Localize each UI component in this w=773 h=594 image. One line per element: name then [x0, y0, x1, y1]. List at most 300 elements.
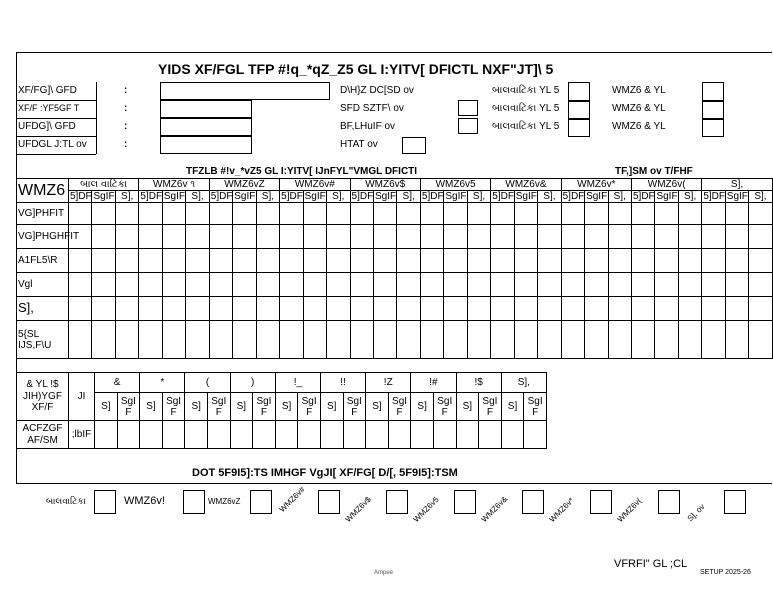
- row-label: ACFZGF AF/SM: [17, 421, 69, 449]
- grid-cell[interactable]: [631, 203, 654, 225]
- sub-header: SgI F: [433, 393, 456, 421]
- grid-cell[interactable]: [280, 249, 303, 273]
- grid-cell[interactable]: [327, 249, 350, 273]
- grid-cell[interactable]: [725, 297, 748, 321]
- sub-header: S]: [275, 393, 298, 421]
- grid-cell[interactable]: [303, 297, 326, 321]
- sub-header: SgI F: [343, 393, 366, 421]
- grid-cell[interactable]: [373, 203, 396, 225]
- grid-cell[interactable]: [655, 297, 678, 321]
- grid-cell[interactable]: [186, 273, 209, 297]
- grid-cell[interactable]: [209, 297, 232, 321]
- grid-cell[interactable]: [725, 225, 748, 249]
- section-header-right: TF,]SM ov T/FHF: [615, 166, 693, 177]
- grid-cell[interactable]: [280, 203, 303, 225]
- sub-header: SgI F: [207, 393, 230, 421]
- grid-cell[interactable]: [350, 273, 373, 297]
- grid-cell[interactable]: [373, 273, 396, 297]
- table-cell[interactable]: [320, 421, 343, 449]
- grid-cell[interactable]: [678, 273, 701, 297]
- grid-cell[interactable]: [514, 249, 537, 273]
- grid-cell[interactable]: [678, 297, 701, 321]
- grid-cell[interactable]: [725, 273, 748, 297]
- grid-cell[interactable]: [467, 273, 490, 297]
- grid-cell[interactable]: [749, 297, 772, 321]
- grid-cell[interactable]: [139, 249, 162, 273]
- class-group-header: !_: [275, 373, 320, 393]
- grade-header-label: WMZ6: [17, 179, 69, 203]
- grid-cell[interactable]: [561, 321, 584, 359]
- grid-cell[interactable]: [327, 225, 350, 249]
- sub-header: S],: [256, 191, 279, 203]
- grid-cell[interactable]: [514, 321, 537, 359]
- grid-cell[interactable]: [209, 273, 232, 297]
- sub-header: SgI F: [253, 393, 276, 421]
- grid-cell[interactable]: [655, 321, 678, 359]
- table-cell[interactable]: [95, 421, 118, 449]
- grid-cell[interactable]: [256, 273, 279, 297]
- grid-cell[interactable]: [561, 225, 584, 249]
- sub-header: S]: [185, 393, 208, 421]
- grid-cell[interactable]: [350, 225, 373, 249]
- sub-header: SgIF: [93, 191, 115, 202]
- footer-checkbox[interactable]: [183, 490, 205, 514]
- sub-header: 5]DF: [210, 191, 233, 202]
- grid-cell[interactable]: [92, 321, 115, 359]
- grid-cell[interactable]: [467, 249, 490, 273]
- class-group-header: S],: [501, 373, 546, 393]
- sub-header: SgI F: [117, 393, 140, 421]
- grid-cell[interactable]: [233, 249, 256, 273]
- grid-cell[interactable]: [538, 321, 561, 359]
- right-checkbox[interactable]: [702, 101, 724, 119]
- footer-checkbox[interactable]: [386, 490, 408, 514]
- row-label: 5{SL IJS,F\U: [17, 321, 69, 359]
- sub-header: 5]DF: [703, 191, 726, 202]
- grid-cell[interactable]: [444, 225, 467, 249]
- grid-cell[interactable]: [538, 203, 561, 225]
- grid-cell[interactable]: [655, 225, 678, 249]
- grid-cell[interactable]: [538, 249, 561, 273]
- grid-cell[interactable]: [702, 203, 725, 225]
- right-checkbox[interactable]: [568, 82, 590, 101]
- sub-header: S],: [608, 191, 631, 203]
- grid-cell[interactable]: [373, 321, 396, 359]
- grid-cell[interactable]: [139, 321, 162, 359]
- grid-cell[interactable]: [608, 273, 631, 297]
- grid-cell[interactable]: [303, 249, 326, 273]
- table-cell[interactable]: [117, 421, 140, 449]
- right-row-label: WMZ6 & YL: [612, 85, 666, 96]
- grid-cell[interactable]: [115, 225, 138, 249]
- sub-header: S]: [320, 393, 343, 421]
- footer-label: WMZ6v5: [411, 495, 441, 524]
- grid-cell[interactable]: [444, 297, 467, 321]
- table-cell[interactable]: [433, 421, 456, 449]
- grid-cell[interactable]: [538, 297, 561, 321]
- grid-cell[interactable]: [514, 203, 537, 225]
- grid-cell[interactable]: [303, 321, 326, 359]
- grid-cell[interactable]: [491, 249, 514, 273]
- grid-cell[interactable]: [631, 249, 654, 273]
- grid-cell[interactable]: [491, 321, 514, 359]
- grid-cell[interactable]: [467, 297, 490, 321]
- grid-cell[interactable]: [233, 321, 256, 359]
- grid-cell[interactable]: [209, 225, 232, 249]
- grid-cell[interactable]: [397, 273, 420, 297]
- table-cell[interactable]: [479, 421, 502, 449]
- field-colon: :: [124, 139, 128, 150]
- grid-cell[interactable]: [491, 273, 514, 297]
- table-cell[interactable]: [366, 421, 389, 449]
- grid-cell[interactable]: [397, 203, 420, 225]
- grid-cell[interactable]: [186, 225, 209, 249]
- enrollment-grid: [16, 178, 773, 359]
- grid-cell[interactable]: [749, 249, 772, 273]
- footer-checkbox[interactable]: [318, 490, 340, 514]
- grid-cell[interactable]: [233, 297, 256, 321]
- grid-cell[interactable]: [139, 225, 162, 249]
- grid-cell[interactable]: [420, 321, 443, 359]
- grid-cell[interactable]: [139, 297, 162, 321]
- sub-header: SgIF: [163, 191, 185, 202]
- grid-cell[interactable]: [561, 273, 584, 297]
- field-colon: :: [124, 103, 128, 114]
- grid-cell[interactable]: [186, 321, 209, 359]
- table-cell[interactable]: [230, 421, 253, 449]
- grid-cell[interactable]: [585, 273, 608, 297]
- grid-cell[interactable]: [655, 249, 678, 273]
- grid-cell[interactable]: [350, 321, 373, 359]
- grid-cell[interactable]: [303, 225, 326, 249]
- grid-cell[interactable]: [162, 249, 185, 273]
- sfd-checkbox[interactable]: [458, 100, 478, 116]
- grid-cell[interactable]: [561, 297, 584, 321]
- grid-cell[interactable]: [585, 203, 608, 225]
- grid-cell[interactable]: [280, 321, 303, 359]
- table-cell[interactable]: [185, 421, 208, 449]
- row-label: S],: [17, 297, 69, 321]
- grid-cell[interactable]: [514, 297, 537, 321]
- sub-header: 5]DF: [70, 191, 92, 202]
- field-label-district: UFDGL J:TL ov: [18, 139, 87, 150]
- grade-group-header: WMZ6v*: [561, 179, 631, 191]
- grid-cell[interactable]: [749, 225, 772, 249]
- grid-cell[interactable]: [749, 321, 772, 359]
- table-cell[interactable]: [207, 421, 230, 449]
- grid-cell[interactable]: [678, 249, 701, 273]
- row-label: A1FL5\R: [17, 249, 69, 273]
- table-cell[interactable]: [343, 421, 366, 449]
- grid-cell[interactable]: [608, 203, 631, 225]
- grid-cell[interactable]: [491, 225, 514, 249]
- grid-cell[interactable]: [538, 273, 561, 297]
- grid-cell[interactable]: [608, 321, 631, 359]
- table-cell[interactable]: [501, 421, 524, 449]
- taluka-input[interactable]: [160, 118, 252, 136]
- sub-header: 5]DF: [492, 191, 514, 202]
- grid-cell[interactable]: [373, 225, 396, 249]
- grid-cell[interactable]: [631, 225, 654, 249]
- grid-cell[interactable]: [749, 203, 772, 225]
- grid-cell[interactable]: [303, 203, 326, 225]
- table-cell[interactable]: [298, 421, 321, 449]
- sub-header: SgI F: [524, 393, 547, 421]
- grid-cell[interactable]: [69, 297, 92, 321]
- grid-cell[interactable]: [162, 225, 185, 249]
- grid-cell[interactable]: [444, 249, 467, 273]
- grid-cell[interactable]: [162, 203, 185, 225]
- page-title: YIDS XF/FGL TFP #!q_*qZ_Z5 GL I:YITV[ DFICTL NXF"JT]\ 5: [158, 61, 554, 77]
- footer-label: WMZ6v#: [277, 485, 307, 514]
- grid-cell[interactable]: [233, 203, 256, 225]
- footer-label: WMZ6v$: [343, 495, 373, 524]
- htat-checkbox[interactable]: [402, 137, 426, 154]
- sub-header: SgIF: [515, 191, 537, 202]
- grid-cell[interactable]: [585, 249, 608, 273]
- grid-cell[interactable]: [256, 297, 279, 321]
- grid-cell[interactable]: [186, 249, 209, 273]
- footer-checkbox[interactable]: [658, 490, 680, 514]
- grid-cell[interactable]: [209, 203, 232, 225]
- grid-cell[interactable]: [608, 249, 631, 273]
- class-group-header: !Z: [366, 373, 411, 393]
- grade-group-header: WMZ6v ૧: [139, 179, 209, 191]
- signature-label: VFRFI" GL ;CL: [614, 558, 688, 570]
- grid-cell[interactable]: [327, 321, 350, 359]
- grid-cell[interactable]: [209, 249, 232, 273]
- footer-checkbox[interactable]: [724, 490, 746, 514]
- class-group-header: (: [185, 373, 230, 393]
- field-label-address: XF/F :YF5GF T: [18, 103, 80, 113]
- sub-header: SgIF: [586, 191, 608, 202]
- grid-cell[interactable]: [725, 249, 748, 273]
- field-colon: :: [124, 85, 128, 96]
- grid-cell[interactable]: [233, 273, 256, 297]
- sub-header: S],: [397, 191, 420, 203]
- grid-cell[interactable]: [69, 273, 92, 297]
- field-label-school: XF/FG]\ GFD: [18, 85, 77, 96]
- table-cell[interactable]: [411, 421, 434, 449]
- grid-cell[interactable]: [514, 225, 537, 249]
- grid-cell[interactable]: [280, 273, 303, 297]
- grid-cell[interactable]: [702, 225, 725, 249]
- grid-cell[interactable]: [256, 203, 279, 225]
- class-table: [16, 372, 547, 449]
- field-label-taluka: UFDG]\ GFD: [18, 121, 76, 132]
- grid-cell[interactable]: [702, 321, 725, 359]
- right-checkbox[interactable]: [568, 101, 590, 119]
- sub-header: SgIF: [234, 191, 256, 202]
- grid-cell[interactable]: [69, 249, 92, 273]
- grid-cell[interactable]: [92, 297, 115, 321]
- right-row-label: બાલવાટિકા YL 5: [492, 85, 560, 96]
- grid-cell[interactable]: [514, 273, 537, 297]
- grid-cell[interactable]: [678, 321, 701, 359]
- grid-cell[interactable]: [608, 225, 631, 249]
- grid-cell[interactable]: [256, 249, 279, 273]
- grid-cell[interactable]: [678, 225, 701, 249]
- grid-cell[interactable]: [280, 225, 303, 249]
- grid-cell[interactable]: [162, 321, 185, 359]
- class-group-header: &: [95, 373, 140, 393]
- grid-cell[interactable]: [467, 203, 490, 225]
- ji-label: JI: [69, 373, 95, 421]
- right-checkbox[interactable]: [702, 119, 724, 137]
- grid-cell[interactable]: [186, 203, 209, 225]
- grid-cell[interactable]: [350, 249, 373, 273]
- row-label: & YL !$ JIH)YGF XF/F: [17, 373, 69, 421]
- grid-cell[interactable]: [397, 297, 420, 321]
- sub-header: S],: [678, 191, 701, 203]
- grid-cell[interactable]: [444, 273, 467, 297]
- sub-header: SgI F: [162, 393, 185, 421]
- sub-header: SgI F: [388, 393, 411, 421]
- grid-cell[interactable]: [749, 273, 772, 297]
- grade-group-header: WMZ6v$: [350, 179, 420, 191]
- grid-cell[interactable]: [139, 203, 162, 225]
- grid-cell[interactable]: [561, 203, 584, 225]
- table-cell[interactable]: [253, 421, 276, 449]
- district-input[interactable]: [160, 136, 252, 154]
- grid-cell[interactable]: [702, 297, 725, 321]
- grade-group-header: WMZ6v&: [491, 179, 561, 191]
- grid-cell[interactable]: [69, 203, 92, 225]
- grid-cell[interactable]: [69, 321, 92, 359]
- grid-cell[interactable]: [538, 225, 561, 249]
- grid-cell[interactable]: [280, 297, 303, 321]
- grid-cell[interactable]: [631, 297, 654, 321]
- sub-header: SgIF: [726, 191, 748, 202]
- sub-header: S],: [749, 191, 772, 203]
- grid-cell[interactable]: [373, 297, 396, 321]
- class-group-header: !#: [411, 373, 456, 393]
- grid-cell[interactable]: [397, 225, 420, 249]
- grid-cell[interactable]: [585, 225, 608, 249]
- grid-cell[interactable]: [350, 297, 373, 321]
- grid-cell[interactable]: [491, 203, 514, 225]
- grid-cell[interactable]: [162, 273, 185, 297]
- grid-cell[interactable]: [585, 321, 608, 359]
- grid-cell[interactable]: [115, 203, 138, 225]
- grid-cell[interactable]: [444, 321, 467, 359]
- right-checkbox[interactable]: [568, 119, 590, 137]
- mid-field-label: BF,LHuIF ov: [340, 121, 396, 132]
- grid-cell[interactable]: [702, 273, 725, 297]
- grid-cell[interactable]: [725, 203, 748, 225]
- grid-cell[interactable]: [115, 297, 138, 321]
- grid-cell[interactable]: [233, 225, 256, 249]
- sub-header: SgI F: [298, 393, 321, 421]
- grid-cell[interactable]: [397, 249, 420, 273]
- table-cell[interactable]: [388, 421, 411, 449]
- right-row-label: WMZ6 & YL: [612, 103, 666, 114]
- grade-group-header: S],: [702, 179, 772, 191]
- footer-checkbox[interactable]: [94, 490, 116, 514]
- footer-checkbox[interactable]: [250, 490, 272, 514]
- sub-header: 5]DF: [351, 191, 374, 202]
- sub-header: 5]DF: [632, 191, 655, 202]
- grid-cell[interactable]: [678, 203, 701, 225]
- grid-cell[interactable]: [491, 297, 514, 321]
- grid-cell[interactable]: [256, 225, 279, 249]
- sub-header: 5]DF: [140, 191, 163, 202]
- grid-cell[interactable]: [561, 249, 584, 273]
- sub-header: S]: [140, 393, 163, 421]
- grid-cell[interactable]: [350, 203, 373, 225]
- table-cell[interactable]: [162, 421, 185, 449]
- grid-cell[interactable]: [327, 273, 350, 297]
- mid-field-label: SFD SZTF\ ov: [340, 103, 404, 114]
- grid-cell[interactable]: [655, 203, 678, 225]
- grid-cell[interactable]: [420, 249, 443, 273]
- grid-cell[interactable]: [92, 249, 115, 273]
- grid-cell[interactable]: [467, 225, 490, 249]
- grid-cell[interactable]: [420, 297, 443, 321]
- grade-group-header: WMZ6v(: [631, 179, 701, 191]
- grid-cell[interactable]: [397, 321, 420, 359]
- table-cell[interactable]: [275, 421, 298, 449]
- grid-cell[interactable]: [115, 249, 138, 273]
- class-group-header: *: [140, 373, 185, 393]
- footer-label: S], ov: [685, 502, 707, 523]
- grid-cell[interactable]: [467, 321, 490, 359]
- grid-cell[interactable]: [92, 203, 115, 225]
- footer-checkbox[interactable]: [590, 490, 612, 514]
- grid-cell[interactable]: [327, 297, 350, 321]
- table-cell[interactable]: [140, 421, 163, 449]
- grid-cell[interactable]: [92, 273, 115, 297]
- class-group-header: !!: [320, 373, 365, 393]
- grid-cell[interactable]: [631, 321, 654, 359]
- table-cell[interactable]: [456, 421, 479, 449]
- school-name-input[interactable]: [160, 82, 330, 100]
- grid-cell[interactable]: [162, 297, 185, 321]
- grid-cell[interactable]: [115, 321, 138, 359]
- footer-checkbox[interactable]: [522, 490, 544, 514]
- grid-cell[interactable]: [444, 203, 467, 225]
- row-label: VG]PHFIT: [17, 203, 69, 225]
- grid-cell[interactable]: [655, 273, 678, 297]
- grid-cell[interactable]: [256, 321, 279, 359]
- right-checkbox[interactable]: [702, 82, 724, 101]
- grid-cell[interactable]: [420, 273, 443, 297]
- grid-cell[interactable]: [373, 249, 396, 273]
- grid-cell[interactable]: [420, 225, 443, 249]
- grid-cell[interactable]: [139, 273, 162, 297]
- grid-cell[interactable]: [303, 273, 326, 297]
- grid-cell[interactable]: [725, 321, 748, 359]
- bf-checkbox[interactable]: [458, 118, 478, 134]
- row-label: VG]PHGHFIT: [17, 225, 69, 249]
- address-input[interactable]: [160, 100, 252, 118]
- grid-cell[interactable]: [608, 297, 631, 321]
- grid-cell[interactable]: [186, 297, 209, 321]
- table-cell[interactable]: [524, 421, 547, 449]
- grid-cell[interactable]: [702, 249, 725, 273]
- grid-cell[interactable]: [327, 203, 350, 225]
- grid-cell[interactable]: [209, 321, 232, 359]
- mid-field-label: HTAT ov: [340, 139, 378, 150]
- grid-cell[interactable]: [115, 273, 138, 297]
- footer-checkbox[interactable]: [454, 490, 476, 514]
- grid-cell[interactable]: [420, 203, 443, 225]
- grid-cell[interactable]: [92, 225, 115, 249]
- grid-cell[interactable]: [631, 273, 654, 297]
- sub-header: S],: [467, 191, 490, 203]
- grid-cell[interactable]: [585, 297, 608, 321]
- sub-header: S]: [95, 393, 118, 421]
